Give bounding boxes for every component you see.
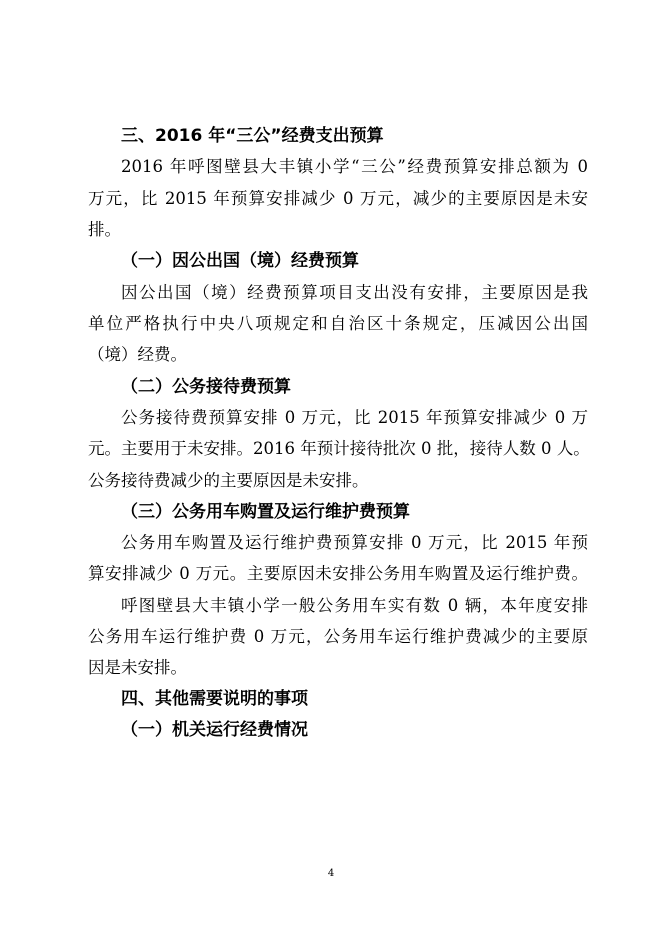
sub1-line-1: 因公出国（境）经费预算项目支出没有安排，主要原因是我 <box>121 283 588 302</box>
section3-line-3: 排。 <box>88 220 121 239</box>
sub3-para1-line-1: 公务用车购置及运行维护费预算安排 0 万元，比 2015 年预 <box>121 533 588 552</box>
sub1-line-3: （境）经费。 <box>88 345 187 364</box>
sub2-line-3: 公务接待费减少的主要原因是未安排。 <box>88 471 369 490</box>
section4-sub1-heading: （一）机关运行经费情况 <box>121 720 308 740</box>
sub3-para2-line-3: 因是未安排。 <box>88 658 187 677</box>
sub3-heading: （三）公务用车购置及运行维护费预算 <box>121 502 410 522</box>
section3-heading: 三、2016 年“三公”经费支出预算 <box>121 126 384 146</box>
section3-line-1: 2016 年呼图壁县大丰镇小学“三公”经费预算安排总额为 0 <box>121 157 588 176</box>
sub1-heading: （一）因公出国（境）经费预算 <box>121 251 359 271</box>
sub3-para2-line-2: 公务用车运行维护费 0 万元，公务用车运行维护费减少的主要原 <box>88 627 588 646</box>
sub2-line-1: 公务接待费预算安排 0 万元，比 2015 年预算安排减少 0 万 <box>121 408 588 427</box>
sub3-para1-line-2: 算安排减少 0 万元。主要原因未安排公务用车购置及运行维护费。 <box>88 564 588 583</box>
page-number: 4 <box>327 868 335 879</box>
sub3-para2-line-1: 呼图壁县大丰镇小学一般公务用车实有数 0 辆，本年度安排 <box>121 596 588 615</box>
section3-line-2: 万元，比 2015 年预算安排减少 0 万元，减少的主要原因是未安 <box>88 189 588 208</box>
sub1-line-2: 单位严格执行中央八项规定和自治区十条规定，压减因公出国 <box>88 314 588 333</box>
sub2-line-2: 元。主要用于未安排。2016 年预计接待批次 0 批，接待人数 0 人。 <box>88 439 590 458</box>
section4-heading: 四、其他需要说明的事项 <box>121 689 308 709</box>
sub2-heading: （二）公务接待费预算 <box>121 377 291 397</box>
